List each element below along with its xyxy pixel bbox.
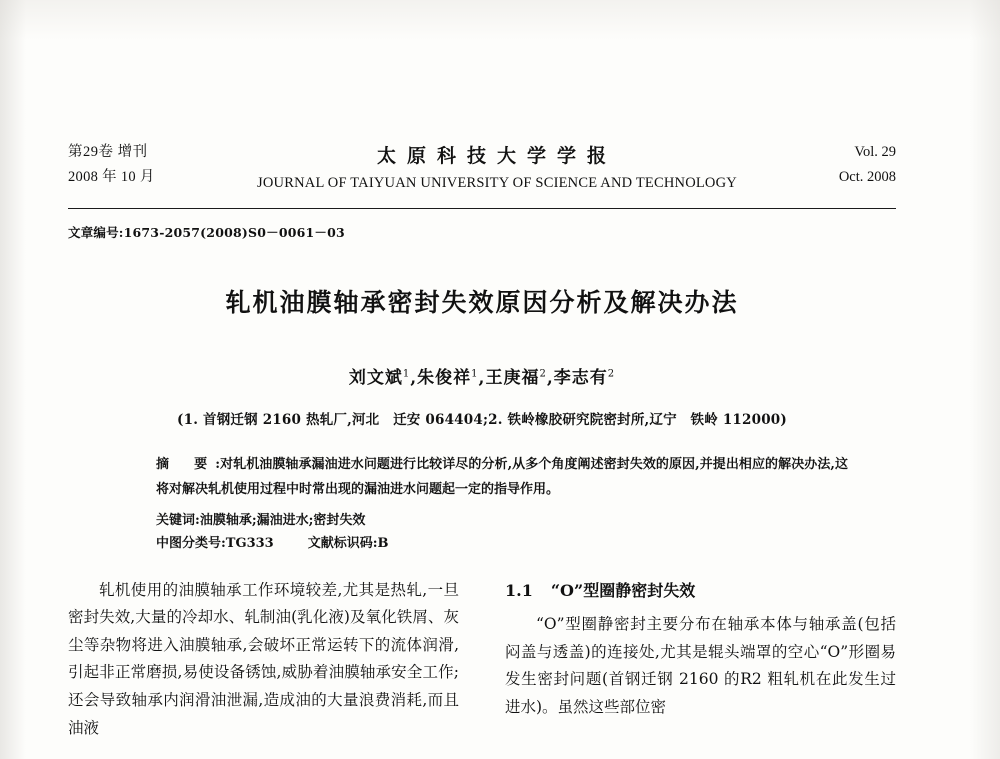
header-volume: 第29卷 增刊: [68, 144, 148, 160]
abstract-text: :对轧机油膜轴承漏油进水问题进行比较详尽的分析,从多个角度阐述密封失效的原因,并提出相应的解决办法,这将对解决轧机使用过程中时常出现的漏油进水问题起一定的指导作用。: [156, 457, 848, 498]
column-right: [505, 577, 896, 742]
column-left: [68, 577, 459, 742]
section-title: “O”型圈静密封失效: [550, 580, 696, 600]
scan-shadow-top: [0, 0, 1000, 40]
scan-shadow-left: [0, 0, 26, 759]
author-list: 刘文斌$^1$,朱俊祥$^1$,王庚福$^2$,李志有$^2$: [348, 368, 616, 388]
body-columns: [68, 577, 896, 742]
journal-title-en: JOURNAL OF TAIYUAN UNIVERSITY OF SCIENCE AND TECHNOLOGY: [257, 175, 737, 191]
author-name: 刘文斌: [348, 368, 403, 388]
author-affil-marker: 1: [402, 368, 411, 380]
header-volume-en: [776, 140, 896, 191]
clc-line: [68, 532, 896, 551]
body-paragraph: 轧机使用的油膜轴承工作环境较差,尤其是热轧,一旦密封失效,大量的冷却水、轧制油(乳化液)及氧化铁屑、灰尘等杂物将进入油膜轴承,会破坏正常运转下的流体润滑,引起非正常磨损,易使设备锈蚀,威胁着油膜轴承安全工作;还会导致轴承内润滑油泄漏,造成油的大量浪费消耗,而且油液: [68, 580, 459, 737]
page-title: 轧机油膜轴承密封失效原因分析及解决办法: [225, 288, 739, 317]
author-name: 李志有: [553, 368, 608, 388]
page-content: [68, 140, 896, 742]
keywords-text: :油膜轴承;漏油进水;密封失效: [195, 512, 366, 528]
scan-shadow-right: [970, 0, 1000, 759]
section-number: 1.1: [505, 580, 533, 600]
journal-header: [68, 140, 896, 192]
journal-title-block: [218, 141, 776, 192]
keywords-label: 关键词: [156, 512, 196, 528]
clc-label: 中图分类号:TG333: [156, 535, 274, 551]
author-affil-marker: 2: [607, 368, 616, 380]
author-affil-marker: 2: [539, 368, 547, 380]
header-divider: [68, 208, 896, 209]
author-affil-marker: 1: [471, 368, 479, 380]
author-name: 朱俊祥: [417, 368, 472, 388]
affiliation-line: (1. 首钢迁钢 2160 热轧厂,河北 迁安 064404;2. 铁岭橡胶研究院密封所,辽宁 铁岭 112000): [177, 412, 787, 428]
keywords-line: [68, 509, 896, 528]
author-name: 王庚福: [485, 368, 540, 388]
header-volume-date: [68, 140, 218, 191]
article-number: 文章编号:1673-2057(2008)S0－0061－03: [68, 225, 345, 240]
body-paragraph: “O”型圈静密封主要分布在轴承本体与轴承盖(包括闷盖与透盖)的连接处,尤其是辊头端罩的空心“O”形圈易发生密封问题(首钢迁钢 2160 的R2 粗轧机在此发生过进水)。虽然这些部位密: [505, 615, 896, 716]
section-heading: [505, 577, 896, 605]
abstract-label: 摘 要: [156, 457, 214, 472]
header-date-cn: 2008 年 10 月: [68, 169, 155, 186]
journal-title-cn: 太原科技大学学报: [376, 145, 617, 167]
header-date-en: Oct. 2008: [838, 169, 896, 186]
abstract-block: [68, 452, 896, 503]
header-vol-en: Vol. 29: [854, 144, 896, 160]
document-code: 文献标识码:B: [307, 535, 389, 551]
